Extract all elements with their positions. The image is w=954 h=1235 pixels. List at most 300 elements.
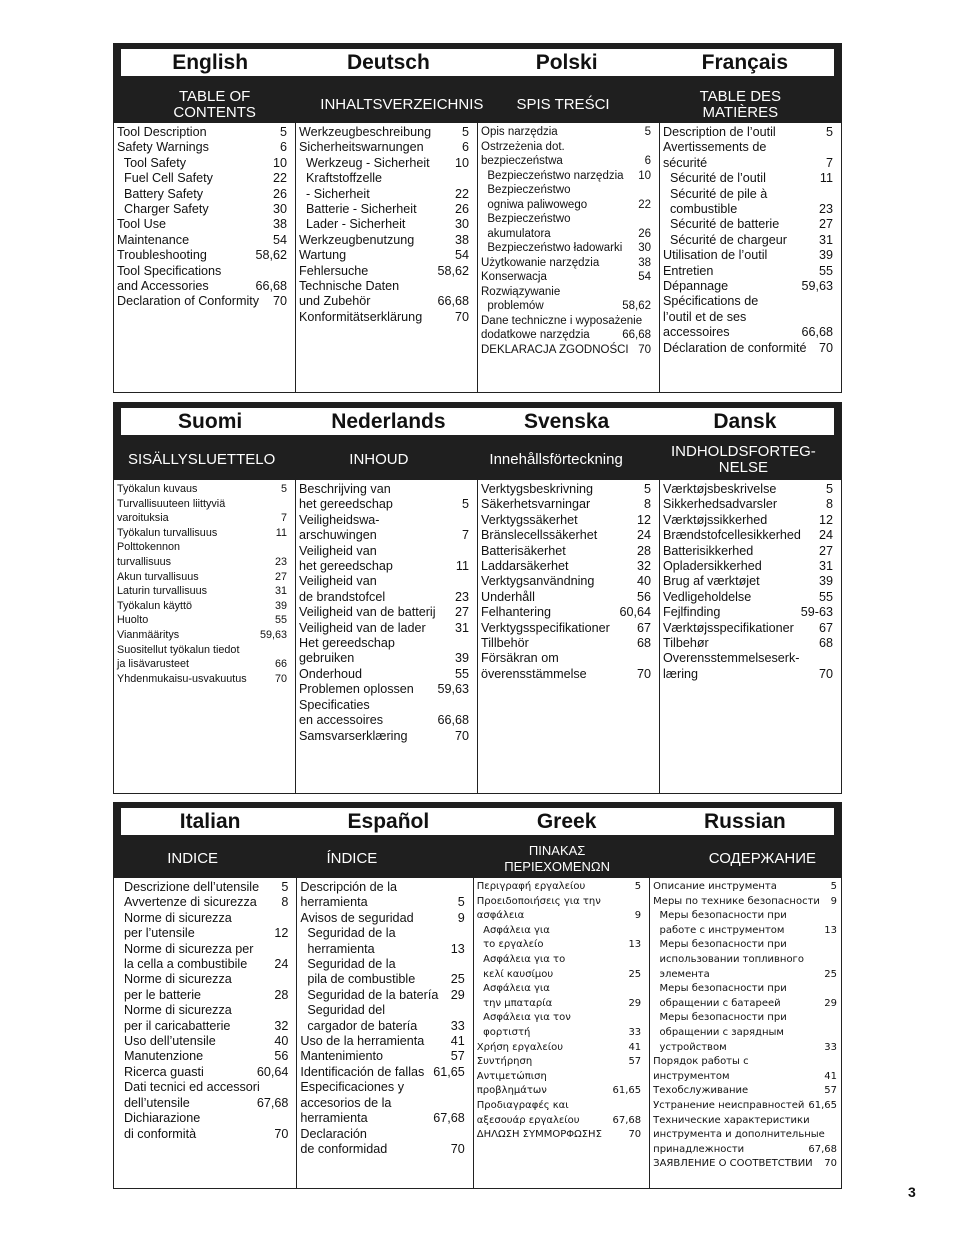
- toc-entry: [124, 895, 288, 910]
- toc-entry-title: Konformitätserklärung: [299, 309, 423, 324]
- toc-entry-title: und Zubehör: [299, 294, 371, 309]
- toc-entry-title: Descripción de la: [300, 880, 397, 894]
- toc-entry-page: 66,68: [437, 294, 469, 309]
- toc-entry: [653, 982, 837, 997]
- toc-entry-title: Προειδοποιήσεις για την: [476, 895, 601, 907]
- toc-entry-page: 13: [628, 939, 642, 951]
- toc-entry-page: 57: [824, 1085, 837, 1097]
- toc-entry-title: Rozwiązywanie: [481, 285, 561, 298]
- toc-entry: [124, 880, 288, 895]
- heading-bar: [113, 86, 842, 123]
- toc-entry-page: 6: [644, 155, 651, 167]
- toc-entry-title: sécurité: [663, 155, 708, 170]
- toc-entry-page: 41: [450, 1034, 465, 1049]
- language-title: Russian: [704, 810, 786, 833]
- toc-entry: [653, 1070, 837, 1085]
- toc-heading: INHOUD: [349, 451, 409, 468]
- toc-entry: [477, 909, 641, 924]
- toc-entry-page: 27: [454, 605, 469, 620]
- toc-entry-title: Uso de la herramienta: [300, 1034, 425, 1049]
- toc-entry-page: 33: [628, 1026, 642, 1038]
- toc-entry: [299, 698, 469, 713]
- toc-entry-page: 67,68: [256, 1095, 289, 1110]
- toc-entry-page: 6: [279, 140, 287, 155]
- toc-entry-title: Laturin turvallisuus: [117, 585, 208, 598]
- toc-entry-title: Sicherheitswarnungen: [299, 140, 424, 155]
- toc-entry-page: 5: [830, 881, 837, 892]
- toc-entry-title: Fehlersuche: [299, 263, 369, 278]
- toc-entry: [653, 1041, 837, 1056]
- toc-entry-title: Uso dell’utensile: [124, 1034, 216, 1049]
- toc-entry: [117, 628, 287, 643]
- toc-entry: [124, 1065, 288, 1080]
- toc-entry: [117, 264, 287, 279]
- toc-entry-page: 5: [457, 895, 465, 910]
- toc-entry-page: 61,65: [808, 1099, 837, 1111]
- toc-entry: [117, 511, 287, 526]
- toc-entry-title: herramienta: [300, 1111, 368, 1126]
- toc-entry: [117, 584, 287, 599]
- toc-entry-title: Konserwacja: [481, 271, 547, 283]
- toc-entry-title: Overensstemmelseserk-: [663, 651, 800, 666]
- toc-entry: [481, 198, 651, 213]
- toc-entry: [477, 895, 641, 910]
- toc-entry: [300, 1019, 464, 1034]
- toc-entry: [299, 156, 469, 171]
- toc-entry: [663, 621, 833, 636]
- toc-entry: [117, 202, 287, 217]
- toc-entry: [299, 621, 469, 636]
- toc-entry: [653, 924, 837, 939]
- toc-entry-title: Avvertenze di sicurezza: [124, 895, 257, 910]
- toc-entry-page: 28: [274, 987, 289, 1002]
- toc-entry-title: Huolto: [117, 614, 149, 627]
- toc-entry-page: 39: [818, 574, 833, 589]
- toc-entry: [117, 248, 287, 263]
- toc-entry: [299, 497, 469, 512]
- toc-entry: [117, 294, 287, 309]
- toc-entry-page: 5: [825, 482, 833, 496]
- toc-entry-title: использовании топливного: [653, 953, 804, 965]
- toc-entry-title: Użytkowanie narzędzia: [481, 256, 600, 269]
- toc-entry: [117, 570, 287, 585]
- toc-entry-title: accessoires: [663, 325, 730, 340]
- toc-entry: [663, 279, 833, 294]
- toc-column: [297, 878, 473, 1188]
- toc-entry-page: 23: [274, 555, 287, 568]
- toc-entry: [481, 212, 651, 227]
- toc-entry-title: Værktøjsspecifikationer: [663, 620, 794, 635]
- toc-entry-page: 41: [824, 1070, 837, 1082]
- toc-entry: [481, 328, 651, 343]
- toc-entry-page: 39: [454, 651, 469, 666]
- toc-entry-page: 12: [818, 512, 833, 527]
- toc-entry-page: 26: [454, 202, 469, 217]
- toc-entry-title: Συντήρηση: [476, 1056, 533, 1068]
- toc-entry-page: 22: [454, 186, 469, 201]
- toc-entry-title: το εργαλείο: [476, 939, 544, 951]
- toc-entry-page: 58,62: [437, 263, 469, 278]
- toc-entry-title: het gereedschap: [299, 559, 393, 574]
- toc-entry: [300, 926, 464, 941]
- toc-entry-title: Ostrzeżenia dot.: [481, 140, 565, 153]
- toc-entry-page: 57: [450, 1049, 465, 1064]
- toc-entry: [481, 343, 651, 358]
- toc-entry-title: элемента: [653, 968, 710, 980]
- toc-entry: [663, 482, 833, 497]
- toc-entry-title: de brandstofcel: [299, 589, 386, 604]
- toc-entry-title: accesorios de la: [300, 1095, 392, 1110]
- toc-entry: [663, 497, 833, 512]
- toc-entry-title: Sécurité de chargeur: [663, 232, 787, 247]
- toc-entry-title: Spécifications de: [663, 294, 759, 309]
- toc-entry: [117, 526, 287, 541]
- toc-entry-title: Avisos de seguridad: [300, 910, 414, 925]
- toc-entry: [117, 140, 287, 155]
- toc-entry-title: Brug af værktøjet: [663, 574, 760, 589]
- toc-entry: [481, 605, 651, 620]
- toc-entry-title: Verktygsspecifikationer: [481, 620, 610, 635]
- toc-entry-page: 28: [636, 543, 651, 558]
- toc-entry-page: 38: [272, 217, 287, 232]
- toc-entry: [299, 544, 469, 559]
- toc-entry-title: обращении с батареей: [653, 997, 781, 1009]
- toc-entry-title: Dane techniczne i wyposażenie: [481, 314, 643, 327]
- toc-entry-page: 8: [825, 497, 833, 512]
- toc-entry-title: turvallisuus: [117, 555, 172, 568]
- toc-entry-title: di conformità: [124, 1126, 197, 1141]
- toc-entry-title: Declaración: [300, 1126, 367, 1141]
- toc-entry-page: 67,68: [808, 1143, 837, 1155]
- toc-entry: [117, 187, 287, 202]
- toc-entry: [481, 590, 651, 605]
- toc-entry-title: Försäkran om: [481, 651, 559, 666]
- toc-entry-title: het gereedschap: [299, 497, 393, 512]
- toc-entry-title: Описание инструмента: [653, 881, 777, 892]
- language-title: Français: [701, 51, 789, 74]
- toc-entry-title: Verktygsanvändning: [481, 574, 595, 589]
- toc-entry-title: Dati tecnici ed accessori: [124, 1080, 260, 1095]
- toc-entry: [117, 279, 287, 294]
- toc-entry-title: Технические характеристики: [653, 1114, 810, 1126]
- toc-entry-page: 31: [454, 620, 469, 635]
- toc-entry: [117, 555, 287, 570]
- toc-columns: [113, 480, 842, 794]
- toc-entry-title: Beschrijving van: [299, 482, 391, 496]
- toc-entry: [300, 1142, 464, 1157]
- toc-entry-title: φορτιστή: [476, 1026, 531, 1038]
- toc-entry: [481, 621, 651, 636]
- toc-entry-page: 5: [461, 125, 469, 139]
- toc-entry: [653, 880, 837, 895]
- toc-entry: [300, 1080, 464, 1095]
- toc-entry-page: 31: [818, 559, 833, 574]
- toc-entry-title: Tillbehör: [481, 636, 529, 651]
- toc-entry-title: Norme di sicurezza: [124, 972, 232, 987]
- toc-entry-title: Ασφάλεια για τον: [476, 1012, 571, 1024]
- toc-heading: ÍNDICE: [326, 850, 378, 867]
- toc-entry-page: 70: [824, 1158, 837, 1170]
- toc-entry-title: Bezpieczeństwo narzędzia: [481, 169, 624, 182]
- toc-entry-title: Bezpieczeństwo: [481, 184, 571, 196]
- toc-entry-title: Veiligheid van: [299, 543, 377, 558]
- language-title: Deutsch: [346, 51, 430, 74]
- toc-entry: [663, 667, 833, 682]
- toc-entry-page: 66,68: [437, 713, 469, 728]
- toc-entry-title: Identificación de fallas: [300, 1064, 425, 1079]
- toc-entry: [300, 1127, 464, 1142]
- toc-entry: [117, 482, 287, 497]
- toc-entry: [299, 294, 469, 309]
- toc-entry: [481, 125, 651, 140]
- toc-entry-page: 31: [818, 232, 833, 247]
- toc-entry-page: 22: [272, 171, 287, 186]
- toc-entry-title: принадлежности: [653, 1143, 745, 1155]
- toc-entry-title: Bränslecellssäkerhet: [481, 528, 598, 543]
- toc-entry-title: Sécurité de pile à: [663, 186, 768, 201]
- toc-entry-page: 31: [274, 585, 287, 598]
- toc-entry-page: 56: [636, 589, 651, 604]
- toc-entry: [477, 1114, 641, 1129]
- toc-entry-page: 23: [818, 202, 833, 217]
- toc-entry-title: Dichiarazione: [124, 1111, 201, 1126]
- toc-entry-page: 11: [275, 526, 287, 539]
- toc-entry-page: 10: [272, 155, 287, 170]
- toc-entry: [663, 341, 833, 356]
- toc-entry-title: Ασφάλεια για: [476, 924, 550, 936]
- toc-entry-page: 30: [272, 202, 287, 217]
- toc-entry-page: 70: [454, 309, 469, 324]
- toc-entry-page: 68: [636, 636, 651, 651]
- toc-entry: [299, 279, 469, 294]
- language-title: Dansk: [713, 410, 777, 433]
- toc-entry: [663, 325, 833, 340]
- toc-entry-title: Меры по технике безопасности: [653, 895, 820, 907]
- toc-entry-title: Меры безопасности при: [653, 939, 787, 951]
- toc-entry-title: - Sicherheit: [299, 186, 370, 201]
- toc-entry-page: 66: [274, 658, 287, 671]
- toc-entry-title: Samsvarserklæring: [299, 728, 408, 743]
- toc-entry: [300, 1034, 464, 1049]
- toc-entry-page: 70: [272, 294, 287, 309]
- toc-entry: [481, 270, 651, 285]
- toc-entry: [124, 911, 288, 926]
- toc-entry-title: per l’utensile: [124, 926, 195, 941]
- toc-entry: [477, 924, 641, 939]
- toc-entry-title: устройством: [653, 1041, 727, 1053]
- toc-entry: [124, 972, 288, 987]
- toc-entry-page: 33: [824, 1041, 837, 1053]
- toc-entry: [653, 1157, 837, 1172]
- toc-entry: [477, 1055, 641, 1070]
- toc-entry: [299, 125, 469, 140]
- toc-entry-title: Battery Safety: [117, 186, 204, 201]
- toc-entry-page: 38: [454, 232, 469, 247]
- toc-entry: [124, 988, 288, 1003]
- toc-entry: [481, 497, 651, 512]
- toc-entry: [300, 911, 464, 926]
- toc-heading: TABLE DES MATIÈRES: [699, 87, 782, 121]
- toc-entry: [481, 482, 651, 497]
- toc-column: [478, 123, 660, 392]
- toc-entry: [663, 156, 833, 171]
- toc-entry: [299, 171, 469, 186]
- toc-entry-page: 66,68: [801, 325, 833, 340]
- toc-entry-title: Descrizione dell’utensile: [124, 880, 260, 894]
- toc-entry: [477, 1011, 641, 1026]
- toc-entry: [299, 528, 469, 543]
- toc-entry-title: ЗАЯВЛЕНИЕ О СООТВЕТСТВИИ: [653, 1158, 813, 1170]
- toc-entry: [653, 1011, 837, 1026]
- toc-entry-page: 32: [274, 1018, 289, 1033]
- toc-entry: [663, 590, 833, 605]
- toc-entry-page: 59,63: [801, 279, 833, 294]
- toc-entry-page: 59,63: [259, 628, 287, 641]
- toc-entry-title: Wartung: [299, 248, 347, 263]
- toc-heading: SISÄLLYSLUETTELO: [127, 451, 276, 468]
- toc-entry-title: Het gereedschap: [299, 636, 395, 651]
- toc-entry: [299, 605, 469, 620]
- toc-entry-title: Αντιμετώπιση: [476, 1070, 547, 1082]
- toc-heading: СОДЕРЖАНИЕ: [708, 850, 817, 867]
- toc-entry: [299, 310, 469, 325]
- toc-entry-title: Turvallisuuteen liittyviä: [117, 497, 226, 510]
- toc-entry: [117, 540, 287, 555]
- toc-entry-page: 5: [281, 880, 289, 894]
- toc-entry-title: Техобслуживание: [653, 1085, 749, 1097]
- toc-entry-title: gebruiken: [299, 651, 355, 666]
- toc-entry: [299, 729, 469, 744]
- toc-entry: [663, 559, 833, 574]
- toc-entry-title: Verktygsbeskrivning: [481, 482, 593, 496]
- toc-entry-title: Troubleshooting: [117, 248, 207, 263]
- toc-entry: [653, 938, 837, 953]
- toc-entry-page: 70: [818, 340, 833, 355]
- toc-entry: [299, 682, 469, 697]
- toc-entry: [653, 1114, 837, 1129]
- toc-entry-page: 5: [825, 125, 833, 139]
- toc-entry-page: 26: [638, 227, 651, 240]
- toc-entry-page: 67,68: [433, 1111, 465, 1126]
- toc-entry: [300, 988, 464, 1003]
- toc-entry-page: 55: [818, 263, 833, 278]
- toc-entry-page: 9: [634, 910, 642, 922]
- toc-entry-title: Seguridad de la: [300, 957, 396, 972]
- toc-entry-title: överensstämmelse: [481, 666, 587, 681]
- toc-entry-title: per le batterie: [124, 987, 202, 1002]
- toc-entry: [117, 657, 287, 672]
- toc-column: [650, 878, 841, 1188]
- toc-heading: INDHOLDSFORTEG-NELSE: [671, 443, 816, 476]
- toc-entry-title: Werkzeugbenutzung: [299, 232, 415, 247]
- toc-entry-page: 9: [457, 910, 465, 925]
- toc-entry-page: 5: [643, 482, 651, 496]
- toc-entry-title: την μπαταρία: [476, 997, 553, 1009]
- toc-entry-page: 13: [450, 941, 465, 956]
- toc-entry-title: ΔΗΛΩΣΗ ΣΥΜΜΟΡΦΩΣΗΣ: [476, 1129, 602, 1141]
- toc-entry: [481, 667, 651, 682]
- toc-entry-title: Charger Safety: [117, 202, 209, 217]
- language-title: Svenska: [524, 410, 610, 433]
- toc-entry-page: 30: [454, 217, 469, 232]
- toc-entry: [477, 982, 641, 997]
- toc-entry: [124, 942, 288, 957]
- toc-entry: [117, 672, 287, 687]
- toc-entry: [299, 264, 469, 279]
- toc-entry-page: 66,68: [255, 279, 287, 294]
- toc-column: [660, 480, 841, 793]
- toc-entry-title: Laddarsäkerhet: [481, 559, 569, 574]
- toc-section-2: [113, 402, 842, 794]
- toc-entry-title: προβλημάτων: [476, 1085, 547, 1097]
- toc-entry-title: Tool Use: [117, 217, 166, 232]
- toc-entry-title: Vedligeholdelse: [663, 589, 752, 604]
- toc-entry: [299, 651, 469, 666]
- toc-entry-title: Suositellut työkalun tiedot: [117, 643, 240, 656]
- toc-entry-title: Declaration of Conformity: [117, 294, 260, 309]
- toc-entry: [663, 636, 833, 651]
- heading-bar: [113, 440, 842, 480]
- toc-entry-page: 70: [628, 1129, 642, 1141]
- toc-entry-title: Προδιαγραφές και: [476, 1099, 569, 1111]
- toc-entry-title: Меры безопасности при: [653, 910, 787, 922]
- toc-entry-title: DEKLARACJA ZGODNOŚCI: [481, 343, 629, 356]
- toc-entry: [653, 968, 837, 983]
- toc-entry-title: en accessoires: [299, 713, 383, 728]
- toc-entry-title: Batterisäkerhet: [481, 543, 566, 558]
- toc-entry: [663, 125, 833, 140]
- toc-entry-page: 10: [638, 169, 651, 182]
- toc-entry-title: Brændstofcellesikkerhed: [663, 528, 801, 543]
- toc-heading: INHALTSVERZEICHNIS: [320, 95, 484, 113]
- toc-entry: [481, 183, 651, 198]
- language-title: Suomi: [178, 410, 243, 433]
- toc-entry-page: 8: [281, 895, 289, 910]
- toc-section-1: [113, 43, 842, 393]
- toc-entry-title: problemów: [481, 300, 544, 312]
- toc-heading: Innehållsförteckning: [489, 451, 623, 468]
- toc-entry-title: Sécurité de batterie: [663, 217, 780, 232]
- toc-entry: [300, 1065, 464, 1080]
- toc-entry-title: Tool Specifications: [117, 263, 222, 278]
- toc-entry-title: Mantenimiento: [300, 1049, 383, 1064]
- toc-entry-page: 25: [450, 972, 465, 987]
- toc-entry-page: 24: [636, 528, 651, 543]
- toc-entry: [481, 256, 651, 271]
- toc-entry: [117, 497, 287, 512]
- toc-entry-page: 10: [454, 155, 469, 170]
- toc-entry-page: 39: [818, 248, 833, 263]
- toc-entry: [663, 544, 833, 559]
- toc-entry-title: Safety Warnings: [117, 140, 209, 155]
- toc-entry-title: Sikkerhedsadvarsler: [663, 497, 778, 512]
- toc-column: [296, 123, 478, 392]
- toc-entry-title: Ricerca guasti: [124, 1064, 204, 1079]
- toc-entry: [481, 314, 651, 329]
- toc-entry: [663, 248, 833, 263]
- toc-entry: [300, 1003, 464, 1018]
- toc-column: [296, 480, 478, 793]
- toc-entry: [481, 299, 651, 314]
- page-number: 3: [908, 1184, 916, 1200]
- toc-entry: [481, 528, 651, 543]
- toc-entry-page: 70: [638, 343, 651, 356]
- toc-entry-title: Problemen oplossen: [299, 682, 414, 697]
- toc-entry-title: инструментом: [653, 1070, 730, 1082]
- toc-entry-title: Fuel Cell Safety: [117, 171, 213, 186]
- toc-entry-title: l’outil et de ses: [663, 309, 747, 324]
- toc-entry: [124, 926, 288, 941]
